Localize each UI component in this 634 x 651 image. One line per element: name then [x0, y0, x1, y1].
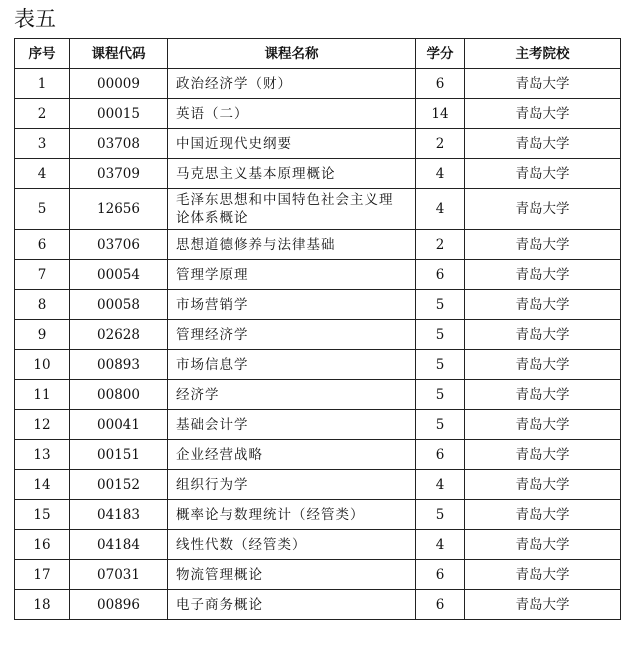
credit-value: 2: [416, 230, 465, 260]
credit-value: 5: [416, 350, 465, 380]
table-row: [15, 290, 621, 320]
exam-school: 青岛大学: [465, 560, 621, 590]
header-code: 课程代码: [70, 39, 168, 69]
row-number: 14: [15, 470, 70, 500]
row-number: 6: [15, 230, 70, 260]
exam-school: 青岛大学: [465, 440, 621, 470]
course-code: 04183: [70, 500, 168, 530]
course-name: 线性代数（经管类）: [168, 530, 416, 560]
exam-school: 青岛大学: [465, 350, 621, 380]
table-header-row: [15, 39, 621, 69]
table-row: [15, 260, 621, 290]
row-number: 10: [15, 350, 70, 380]
row-number: 3: [15, 129, 70, 159]
exam-school: 青岛大学: [465, 290, 621, 320]
row-number: 18: [15, 590, 70, 620]
table-row: [15, 99, 621, 129]
course-name: 概率论与数理统计（经管类）: [168, 500, 416, 530]
header-credit: 学分: [416, 39, 465, 69]
course-table: [14, 38, 621, 620]
exam-school: 青岛大学: [465, 99, 621, 129]
table-row: [15, 189, 621, 230]
course-name: 中国近现代史纲要: [168, 129, 416, 159]
course-code: 03709: [70, 159, 168, 189]
credit-value: 5: [416, 290, 465, 320]
course-name: 思想道德修养与法律基础: [168, 230, 416, 260]
course-name: 基础会计学: [168, 410, 416, 440]
credit-value: 6: [416, 440, 465, 470]
row-number: 11: [15, 380, 70, 410]
course-code: 00896: [70, 590, 168, 620]
credit-value: 4: [416, 189, 465, 230]
credit-value: 5: [416, 380, 465, 410]
exam-school: 青岛大学: [465, 189, 621, 230]
course-name: 市场信息学: [168, 350, 416, 380]
exam-school: 青岛大学: [465, 500, 621, 530]
header-school: 主考院校: [465, 39, 621, 69]
credit-value: 4: [416, 470, 465, 500]
table-row: [15, 440, 621, 470]
course-code: 02628: [70, 320, 168, 350]
row-number: 4: [15, 159, 70, 189]
table-row: [15, 380, 621, 410]
course-code: 00041: [70, 410, 168, 440]
course-code: 07031: [70, 560, 168, 590]
table-body: [15, 69, 621, 620]
course-name: 英语（二）: [168, 99, 416, 129]
course-name: 物流管理概论: [168, 560, 416, 590]
exam-school: 青岛大学: [465, 410, 621, 440]
credit-value: 6: [416, 560, 465, 590]
credit-value: 4: [416, 530, 465, 560]
exam-school: 青岛大学: [465, 470, 621, 500]
table-row: [15, 500, 621, 530]
credit-value: 5: [416, 500, 465, 530]
row-number: 16: [15, 530, 70, 560]
exam-school: 青岛大学: [465, 129, 621, 159]
exam-school: 青岛大学: [465, 320, 621, 350]
credit-value: 6: [416, 590, 465, 620]
exam-school: 青岛大学: [465, 230, 621, 260]
course-code: 00152: [70, 470, 168, 500]
row-number: 15: [15, 500, 70, 530]
course-name: 管理学原理: [168, 260, 416, 290]
row-number: 7: [15, 260, 70, 290]
row-number: 9: [15, 320, 70, 350]
row-number: 2: [15, 99, 70, 129]
credit-value: 4: [416, 159, 465, 189]
table-row: [15, 560, 621, 590]
course-code: 12656: [70, 189, 168, 230]
course-code: 00893: [70, 350, 168, 380]
course-code: 00800: [70, 380, 168, 410]
row-number: 12: [15, 410, 70, 440]
exam-school: 青岛大学: [465, 530, 621, 560]
course-code: 00009: [70, 69, 168, 99]
table-row: [15, 470, 621, 500]
header-name: 课程名称: [168, 39, 416, 69]
table-row: [15, 129, 621, 159]
exam-school: 青岛大学: [465, 380, 621, 410]
course-name: 政治经济学（财）: [168, 69, 416, 99]
credit-value: 2: [416, 129, 465, 159]
row-number: 1: [15, 69, 70, 99]
course-name: 马克思主义基本原理概论: [168, 159, 416, 189]
table-row: [15, 590, 621, 620]
row-number: 17: [15, 560, 70, 590]
course-code: 00058: [70, 290, 168, 320]
credit-value: 5: [416, 410, 465, 440]
course-code: 00015: [70, 99, 168, 129]
exam-school: 青岛大学: [465, 69, 621, 99]
course-code: 03708: [70, 129, 168, 159]
course-name: 管理经济学: [168, 320, 416, 350]
row-number: 5: [15, 189, 70, 230]
table-row: [15, 230, 621, 260]
table-row: [15, 350, 621, 380]
table-row: [15, 69, 621, 99]
row-number: 13: [15, 440, 70, 470]
course-code: 04184: [70, 530, 168, 560]
table-row: [15, 410, 621, 440]
exam-school: 青岛大学: [465, 590, 621, 620]
course-name: 组织行为学: [168, 470, 416, 500]
header-no: 序号: [15, 39, 70, 69]
credit-value: 6: [416, 260, 465, 290]
page-title: 表五: [14, 7, 56, 31]
course-name: 经济学: [168, 380, 416, 410]
table-row: [15, 320, 621, 350]
course-code: 03706: [70, 230, 168, 260]
credit-value: 6: [416, 69, 465, 99]
exam-school: 青岛大学: [465, 260, 621, 290]
credit-value: 5: [416, 320, 465, 350]
course-code: 00151: [70, 440, 168, 470]
course-name: 市场营销学: [168, 290, 416, 320]
row-number: 8: [15, 290, 70, 320]
course-code: 00054: [70, 260, 168, 290]
table-row: [15, 159, 621, 189]
course-name: 电子商务概论: [168, 590, 416, 620]
exam-school: 青岛大学: [465, 159, 621, 189]
credit-value: 14: [416, 99, 465, 129]
table-row: [15, 530, 621, 560]
course-name: 企业经营战略: [168, 440, 416, 470]
course-name: 毛泽东思想和中国特色社会主义理论体系概论: [168, 189, 416, 230]
